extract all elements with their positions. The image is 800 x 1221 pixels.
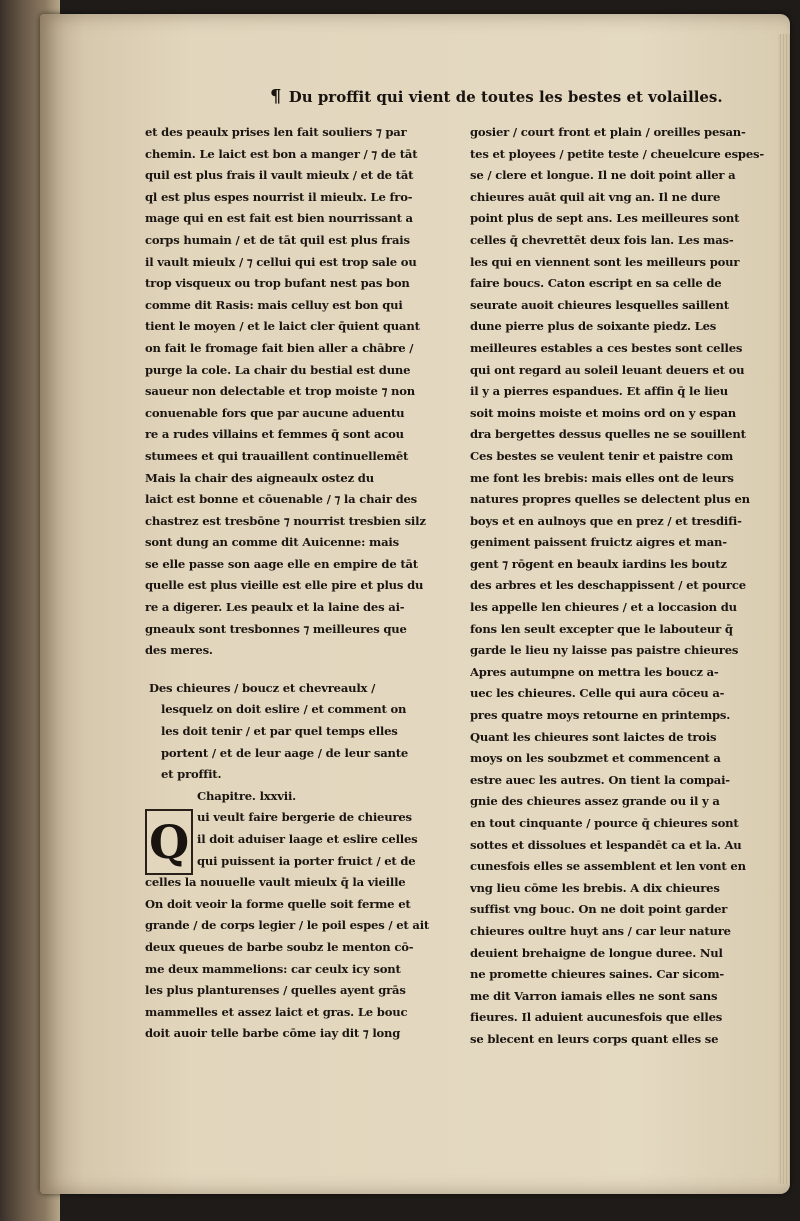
text-line: mage qui en est fait est bien nourrissant a <box>145 211 413 226</box>
text-line: des meres. <box>145 643 213 658</box>
text-line: sont dung an comme dit Auicenne: mais <box>145 535 399 550</box>
text-line: moys on les soubzmet et commencent a <box>470 751 721 766</box>
text-line: chemin. Le laict est bon a manger / ⁊ de tāt <box>145 146 418 161</box>
text-line: quil est plus frais il vault mieulx / et de tāt <box>145 168 414 183</box>
text-line: on fait le fromage fait bien aller a chābre / <box>145 340 414 355</box>
text-line: vng lieu cōme les brebis. A dix chieures <box>470 880 720 895</box>
text-line: ne promette chieures saines. Car sicom- <box>470 967 725 982</box>
text-line: meilleures estables a ces bestes sont celles <box>470 340 743 355</box>
text-line: Mais la chair des aigneaulx ostez du <box>145 470 374 485</box>
text-line: gnie des chieures assez grande ou il y a <box>470 794 720 809</box>
text-line: et des peaulx prises len fait souliers ⁊ par <box>145 125 407 139</box>
text-line: conuenable fors que par aucune aduentu <box>145 405 405 420</box>
text-line: doit auoir telle barbe cōme iay dit ⁊ long <box>145 1026 401 1041</box>
text-line: en tout cinquante / pource q̄ chieures sont <box>470 816 739 830</box>
text-line: trop visqueux ou trop bufant nest pas bon <box>145 276 410 291</box>
text-line: Quant les chieures sont laictes de trois <box>470 729 717 744</box>
text-line: natures propres quelles se delectent plus en <box>470 492 750 507</box>
text-line: celles la nouuelle vault mieulx q̄ la vieille <box>145 875 406 890</box>
text-line: fons len seult excepter que le labouteur q̄ <box>470 621 733 636</box>
text-line: tes et ployees / petite teste / cheuelcure espes- <box>470 146 764 161</box>
decorated-initial: Q <box>145 809 193 875</box>
text-line: geniment paissent fruictz aigres et man- <box>470 535 727 550</box>
left-column <box>145 122 455 1045</box>
text-line: Ces bestes se veulent tenir et paistre com <box>470 448 734 463</box>
text-line: corps humain / et de tāt quil est plus frais <box>145 232 410 247</box>
pilcrow-icon: ¶ <box>270 86 282 107</box>
text-line: point plus de sept ans. Les meilleures sont <box>470 211 740 226</box>
text-line: faire boucs. Caton escript en sa celle de <box>470 276 722 291</box>
chapter-rubric-line: lesquelz on doit eslire / et comment on <box>161 702 407 717</box>
text-line: les qui en viennent sont les meilleurs pour <box>470 254 740 269</box>
text-line: ui veult faire bergerie de chieures <box>197 810 412 825</box>
page-edges <box>778 34 790 1184</box>
chapter-rubric-line: les doit tenir / et par quel temps elles <box>161 724 398 739</box>
text-line: chieures auāt quil ait vng an. Il ne dure <box>470 189 721 204</box>
text-line: soit moins moiste et moins ord on y espan <box>470 405 737 420</box>
text-line: comme dit Rasis: mais celluy est bon qui <box>145 297 403 312</box>
text-line: dra bergettes dessus quelles ne se souillent <box>470 427 746 442</box>
text-line: saueur non delectable et trop moiste ⁊ non <box>145 384 415 399</box>
paragraph-gap <box>145 662 455 678</box>
text-line: cunesfois elles se assemblent et len vont en <box>470 859 746 874</box>
text-line: re a rudes villains et femmes q̄ sont acou <box>145 427 404 442</box>
text-line: ql est plus espes nourrist il mieulx. Le fro- <box>145 189 413 204</box>
text-line: On doit veoir la forme quelle soit ferme et <box>145 896 411 911</box>
text-line: seurate auoit chieures lesquelles saillent <box>470 297 729 312</box>
text-line: garde le lieu ny laisse pas paistre chieures <box>470 643 739 658</box>
running-header-title: Du proffit qui vient de toutes les bestes et volailles. <box>288 88 723 106</box>
text-line: laict est bonne et cōuenable / ⁊ la chair des <box>145 492 417 507</box>
text-line: celles q̄ chevrettēt deux fois lan. Les mas- <box>470 232 734 247</box>
text-line: dune pierre plus de soixante piedz. Les <box>470 319 717 334</box>
text-line: chieures oultre huyt ans / car leur nature <box>470 923 731 938</box>
chapter-rubric-line: et proffit. <box>161 767 222 782</box>
text-line: il y a pierres espandues. Et affin q̄ le lieu <box>470 384 729 399</box>
text-line: me dit Varron iamais elles ne sont sans <box>470 988 718 1003</box>
text-line: mammelles et assez laict et gras. Le bouc <box>145 1004 408 1019</box>
text-line: les plus planturenses / quelles ayent grās <box>145 983 406 998</box>
chapter-rubric-line: portent / et de leur aage / de leur sante <box>161 745 409 760</box>
text-line: gosier / court front et plain / oreilles pesan- <box>470 125 746 139</box>
text-line: re a digerer. Les peaulx et la laine des ai- <box>145 600 405 615</box>
text-line: deux queues de barbe soubz le menton cō- <box>145 939 414 954</box>
text-line: me deux mammelions: car ceulx icy sont <box>145 961 401 976</box>
chapter-rubric-line: Des chieures / boucz et chevreaulx / <box>149 680 376 695</box>
chapter-number: Chapitre. lxxvii. <box>197 788 297 803</box>
text-line: uec les chieures. Celle qui aura cōceu a- <box>470 686 725 701</box>
text-line: qui ont regard au soleil leuant deuers et ou <box>470 362 745 377</box>
text-line: se blecent en leurs corps quant elles se <box>470 1031 719 1046</box>
text-line: Apres autumpne on mettra les boucz a- <box>470 664 719 679</box>
text-line: estre auec les autres. On tient la compai- <box>470 772 730 787</box>
text-line: il vault mieulx / ⁊ cellui qui est trop sale ou <box>145 254 417 269</box>
text-line: purge la cole. La chair du bestial est dune <box>145 362 411 377</box>
text-line: qui puissent ia porter fruict / et de <box>197 853 416 868</box>
text-line: gent ⁊ rōgent en beaulx iardins les boutz <box>470 556 727 571</box>
text-line: boys et en aulnoys que en prez / et tresdifi- <box>470 513 742 528</box>
text-line: chastrez est tresbōne ⁊ nourrist tresbien silz <box>145 513 426 528</box>
text-line: se / clere et longue. Il ne doit point aller a <box>470 168 736 183</box>
text-line: les appelle len chieures / et a loccasion du <box>470 600 737 615</box>
right-column <box>470 122 770 1051</box>
text-line: quelle est plus vieille est elle pire et plus du <box>145 578 424 593</box>
text-line: pres quatre moys retourne en printemps. <box>470 708 731 723</box>
text-line: fieures. Il aduient aucunesfois que elles <box>470 1010 723 1025</box>
text-line: se elle passe son aage elle en empire de tāt <box>145 556 418 571</box>
text-line: suffist vng bouc. On ne doit point garder <box>470 902 728 917</box>
text-line: stumees et qui trauaillent continuellemēt <box>145 448 409 463</box>
text-line: me font les brebis: mais elles ont de leurs <box>470 470 734 485</box>
text-line: il doit aduiser laage et eslire celles <box>197 832 418 846</box>
text-line: sottes et dissolues et lespandēt ca et la. Au <box>470 837 742 852</box>
text-line: tient le moyen / et le laict cler q̄uient quant <box>145 319 420 334</box>
text-line: grande / de corps legier / le poil espes / et ait <box>145 918 430 933</box>
text-line: gneaulx sont tresbonnes ⁊ meilleures que <box>145 621 407 636</box>
text-line: deuient brehaigne de longue duree. Nul <box>470 945 723 960</box>
running-header <box>270 86 723 110</box>
initial-paragraph <box>145 807 455 872</box>
text-line: des arbres et les deschappissent / et pource <box>470 578 746 593</box>
